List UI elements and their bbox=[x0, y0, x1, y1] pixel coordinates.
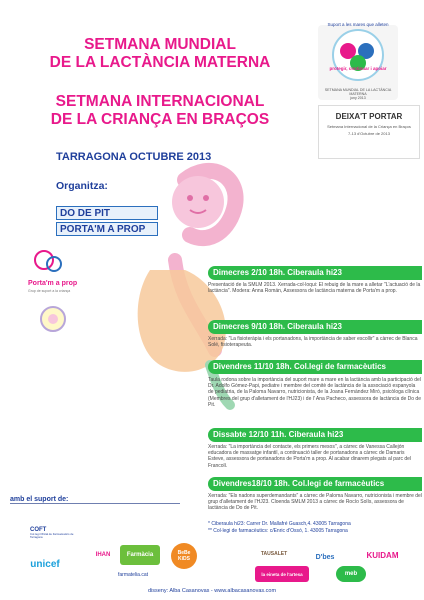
deixat-portar-logo bbox=[318, 105, 420, 159]
title-line-3: SETMANA INTERNACIONAL bbox=[55, 93, 265, 110]
event-4-header: Dissabte 12/10 11h. Ciberaula hi23 bbox=[208, 428, 422, 442]
deixat-title: DEIXA'T PORTAR bbox=[335, 112, 403, 121]
organitza-label: Organitza: bbox=[56, 180, 108, 192]
logo-coft-name: COFT bbox=[30, 526, 47, 533]
title-line-4: DE LA CRIANÇA EN BRAÇOS bbox=[50, 111, 270, 128]
event-4-body: Xerrada: "La importància del contacte, els primers mesos", a càrrec de Vanessa Callejón educadora de massatge infantil, a continuació taller de portanadons a càrrec de Damaris Esteve, assessora de portanadons de Porta'm a prop. Al acabar dinarem plegats al parc del Francolí. bbox=[208, 444, 412, 469]
badge-year: juny 2013 bbox=[350, 96, 366, 100]
event-3-body: Taula rodona sobre la importància del suport mare a mare en la lactància amb la participació del Dr. Adolfo Gómez-Papi, pediatre i membre del comitè de lactància de la associació espanyola de pediatria, de la Paloma Navarro, nutricionista, de la Joana Fernàndez Miró, psicòloga clínica (Membres del grup d'alletament de l'HJ23) i de l' Ana Pacheco, assessora de lactància de Do de Pit. bbox=[208, 377, 421, 408]
logo-farmatelia: farmatelia.cat bbox=[118, 572, 149, 578]
logo-tausalet: TAUSALET bbox=[252, 548, 296, 560]
portam-logo-name: Porta'm a prop bbox=[28, 280, 78, 287]
footer-credit: disseny: Alba Casanovas - www.albacasanovas.com bbox=[147, 588, 277, 594]
title-block-1 bbox=[20, 36, 300, 72]
logo-dbes: D'bes bbox=[305, 548, 345, 566]
logo-bebe-kids: BeBe KiDS bbox=[171, 543, 197, 569]
address-farmaceutics: ** Col·legi de farmacèutics: c/Enric d'Ossó, 1. 43005 Tarragona bbox=[208, 528, 348, 534]
logo-coft-sub: Col·legi Oficial de Farmacèutics de Tarragona bbox=[30, 531, 74, 539]
event-5-body: Xerrada: "Els nadons superdemandants" a càrrec de Paloma Navarro, nutricionista i membre del grup d'alletament de l'HJ23. Cloenda SMLM 2013 a càrrec de Rocío Solís, assessora de lactància de Do de Pit. bbox=[208, 493, 422, 512]
city-date: TARRAGONA OCTUBRE 2013 bbox=[56, 151, 212, 163]
portam-a-prop-logo-icon bbox=[30, 248, 70, 278]
logo-eineta: la eineta de l'artesa bbox=[255, 566, 309, 582]
event-2-header: Dimecres 9/10 18h. Ciberaula hi23 bbox=[208, 320, 422, 334]
logo-kuidam: KUIDAM bbox=[355, 545, 410, 565]
event-1-body: Presentació de la SMLM 2013. Xerrada-col·loqui: El rebuig de la mare a alletar "L'actuació de la lactància". Modera: Anna Román, Assessora de lactància materna de Porta'm a prop. bbox=[208, 282, 421, 295]
logo-unicef: unicef bbox=[20, 555, 70, 573]
logo-ihan: IHAN bbox=[88, 545, 118, 565]
event-5-header: Divendres18/10 18h. Col.legi de farmacèutics bbox=[208, 477, 422, 491]
event-1-header: Dimecres 2/10 18h. Ciberaula hi23 bbox=[208, 266, 422, 280]
title-line-1: SETMANA MUNDIAL bbox=[84, 36, 236, 53]
smlm-badge-icon bbox=[318, 25, 398, 83]
badge-top-text: Suport a les mares que alleten bbox=[327, 22, 389, 27]
event-2-body: Xerrada: "La fisioteràpia i els portanadons, la importància de saber escollir" a càrrec de Blanca Solé, fisioterapeuta. bbox=[208, 336, 418, 349]
title-block-2 bbox=[20, 93, 300, 129]
event-3-header: Divendres 11/10 18h. Col.legi de farmacèutics bbox=[208, 360, 422, 374]
badge-caption: SETMANA MUNDIAL DE LA LACTÀNCIA MATERNA bbox=[324, 88, 392, 96]
title-line-2: DE LA LACTÀNCIA MATERNA bbox=[49, 54, 271, 71]
org-portam-a-prop: PORTA'M A PROP bbox=[56, 222, 158, 236]
badge-bottom-text: protegir, continuar i apoiar bbox=[329, 66, 387, 71]
org-do-de-pit: DO DE PIT bbox=[56, 206, 158, 220]
do-de-pit-logo-icon bbox=[38, 305, 68, 333]
deixat-subtitle: Setmana Internacional de la Criança en Braços bbox=[327, 124, 411, 129]
logo-coft bbox=[30, 522, 80, 544]
suport-label: amb el suport de: bbox=[10, 496, 180, 504]
portam-logo-tagline: Grup de suport a la criança bbox=[28, 289, 71, 293]
deixat-dates: 7-13 d'Octubre de 2013 bbox=[348, 131, 390, 136]
address-ciberaula: * Ciberaula hi23: Carrer Dr. Mallafré Guasch,4. 43005 Tarragona bbox=[208, 521, 351, 527]
logo-farmacia: Farmàcia bbox=[120, 545, 160, 565]
logo-meb: meb bbox=[336, 566, 366, 582]
smlm-badge bbox=[318, 25, 398, 100]
